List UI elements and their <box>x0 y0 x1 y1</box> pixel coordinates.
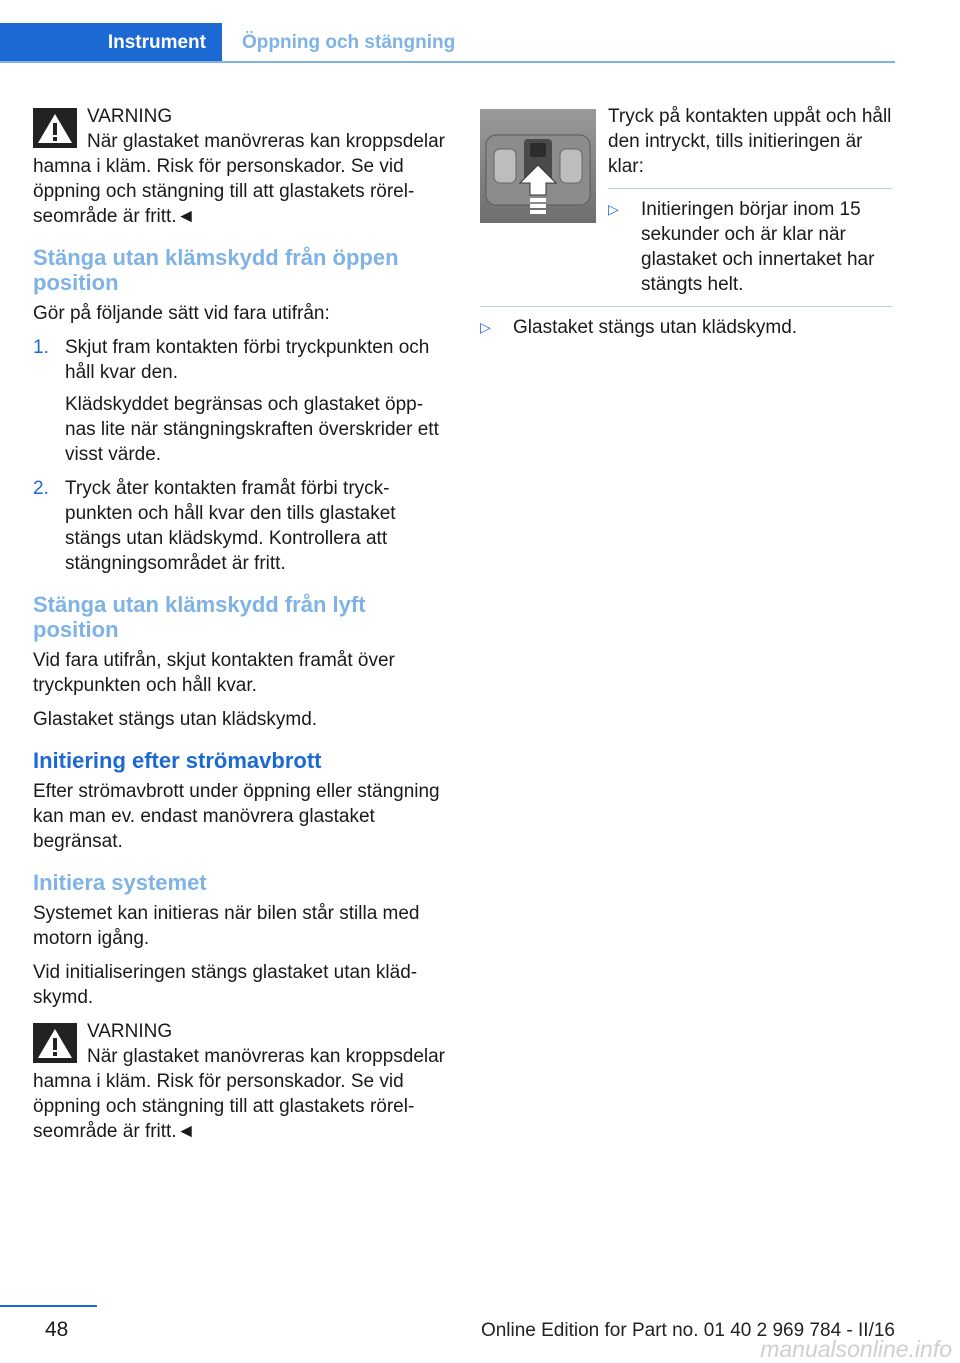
tab-instrument[interactable] <box>0 23 222 63</box>
warning-text: När glastaket manövreras kan kroppsdelar hamna i kläm. Risk för personskador. Se vid öppning och stängning till att glastakets rörelseområde är fritt.◄ <box>33 1046 446 1142</box>
heading-init-after-power-loss: Initiering efter strömavbrott <box>33 748 322 773</box>
page-number: 48 <box>45 1318 69 1341</box>
right-column <box>480 104 892 349</box>
list-item <box>33 335 445 467</box>
list-item <box>480 315 892 340</box>
heading-close-from-open: Stänga utan klämskydd från öppen position <box>33 245 399 295</box>
step-number: 1. <box>33 337 49 358</box>
paragraph: Systemet kan initieras när bilen står stilla med motorn igång. <box>33 903 420 949</box>
paragraph: Gör på följande sätt vid fara utifrån: <box>33 303 330 324</box>
left-column <box>33 104 445 1158</box>
warning-triangle-icon <box>33 108 77 148</box>
steps-list <box>33 335 445 576</box>
warning-box <box>33 1019 445 1144</box>
list-item <box>608 197 892 297</box>
paragraph: Tryck på kontakten uppåt och håll den intryckt, tills initieringen är klar: <box>608 106 892 177</box>
warning-title: VARNING <box>87 1021 173 1042</box>
bullet-list <box>480 315 892 340</box>
paragraph: Vid initialiseringen stängs glastaket utan klädskymd. <box>33 962 418 1008</box>
tab-section-label: Öppning och stängning <box>242 32 456 53</box>
page-number-rule <box>0 1305 97 1307</box>
step-subtext: Klädskyddet begränsas och glastaket öppnas lite när stängningskraften överskrider ett visst värde. <box>65 394 439 465</box>
divider <box>608 188 892 189</box>
watermark: manualsonline.info <box>760 1336 952 1362</box>
page-header <box>0 23 895 63</box>
warning-triangle-icon <box>33 1023 77 1063</box>
paragraph: Glastaket stängs utan klädskymd. <box>33 709 318 730</box>
list-item-text: Glastaket stängs utan klädskymd. <box>513 317 798 338</box>
tab-instrument-label: Instrument <box>107 32 206 53</box>
triangle-bullet-icon: ▷ <box>480 319 491 335</box>
warning-box <box>33 104 445 229</box>
roof-switch-illustration <box>480 109 596 223</box>
header-rule <box>0 61 895 63</box>
warning-title: VARNING <box>87 106 173 127</box>
step-number: 2. <box>33 478 49 499</box>
edition-footer: Online Edition for Part no. 01 40 2 969 784 - II/16 <box>480 1320 895 1341</box>
step-text: Tryck åter kontakten framåt förbi tryckpunkten och håll kvar den tills glastaket stängs utan klädskymd. Kontrollera att stängningsområdet är fritt. <box>65 478 396 574</box>
list-item-text: Initieringen börjar inom 15 sekunder och är klar när glastaket och innertaket har stängts helt. <box>641 199 875 295</box>
tab-section[interactable] <box>242 23 455 63</box>
heading-close-from-lifted: Stänga utan klämskydd från lyft position <box>33 592 366 642</box>
divider <box>480 306 892 307</box>
paragraph: Vid fara utifrån, skjut kontakten framåt över tryckpunkten och håll kvar. <box>33 650 395 696</box>
triangle-bullet-icon: ▷ <box>608 201 619 217</box>
step-text: Skjut fram kontakten förbi tryckpunkten och håll kvar den. <box>65 337 430 383</box>
warning-text: När glastaket manövreras kan kroppsdelar hamna i kläm. Risk för personskador. Se vid öppning och stängning till att glastakets rörelseområde är fritt.◄ <box>33 131 446 227</box>
list-item <box>33 476 445 576</box>
heading-init-system: Initiera systemet <box>33 870 207 895</box>
paragraph: Efter strömavbrott under öppning eller stängning kan man ev. endast manövrera glastaket begränsat. <box>33 781 440 852</box>
